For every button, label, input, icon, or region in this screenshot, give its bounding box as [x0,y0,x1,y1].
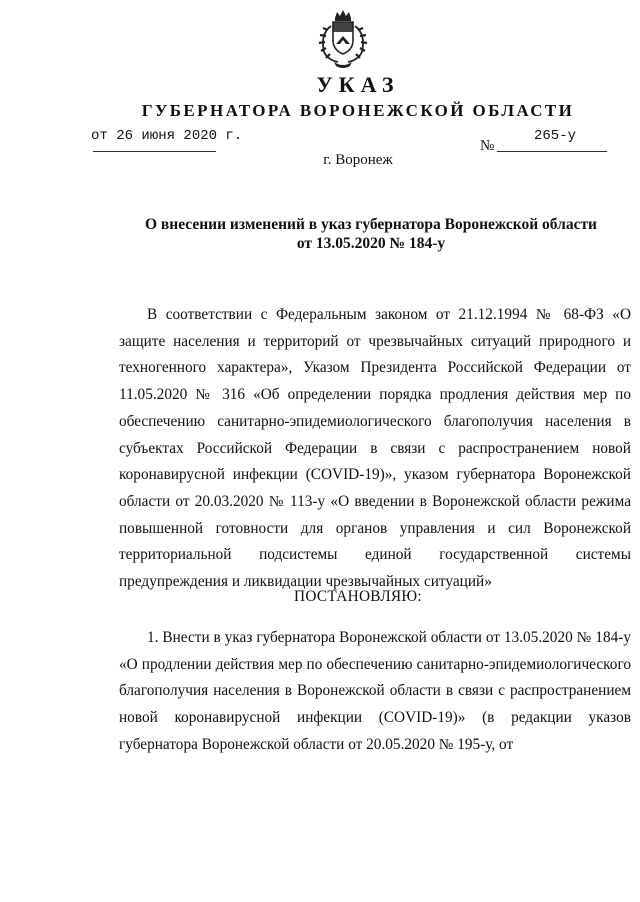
document-date [91,128,242,144]
document-title: УКАЗ [316,72,400,97]
document-subtitle: ГУБЕРНАТОРА ВОРОНЕЖСКОЙ ОБЛАСТИ [141,101,575,120]
city-label: г. Воронеж [323,152,393,168]
number-sign: № [480,138,495,154]
document-heading [136,215,606,253]
date-prefix: от [91,128,108,144]
coat-of-arms-icon [308,8,378,70]
decree-word: ПОСТАНОВЛЯЮ: [294,588,422,605]
preamble-paragraph: В соответствии с Федеральным законом от 21.12.1994 № 68-ФЗ «О защите населения и территорий от чрезвычайных ситуаций природного и техногенного характера», Указом Президента Российской Федерации от 11.05.2020 № 316 «Об определении порядка продления действия мер по обеспечению санитарно-эпидемиологического благополучия населения в субъектах Российской Федерации в связи с распространением новой коронавирусной инфекции (COVID-19)», указом губернатора Воронежской области от 20.03.2020 № 113-у «О введении в Воронежской области режима повышенной готовности для органов управления и сил Воронежской территориальной подсистемы единой государственной системы предупреждения и ликвидации чрезвычайных ситуаций» [119,306,631,591]
document-number: 265-у [534,128,577,144]
clause-1-paragraph: 1. Внести в указ губернатора Воронежской области от 13.05.2020 № 184-у «О продлении действия мер по обеспечению санитарно-эпидемиологического благополучия населения в Воронежской области в связи с распространением новой коронавирусной инфекции (COVID-19)» (в редакции указов губернатора Воронежской области от 20.05.2020 № 195-у, от [119,629,631,753]
heading-line-2: от 13.05.2020 № 184-у [296,235,446,252]
heading-line-1: О внесении изменений в указ губернатора Воронежской области [144,216,597,233]
date-value: 26 июня 2020 г. [116,128,243,144]
